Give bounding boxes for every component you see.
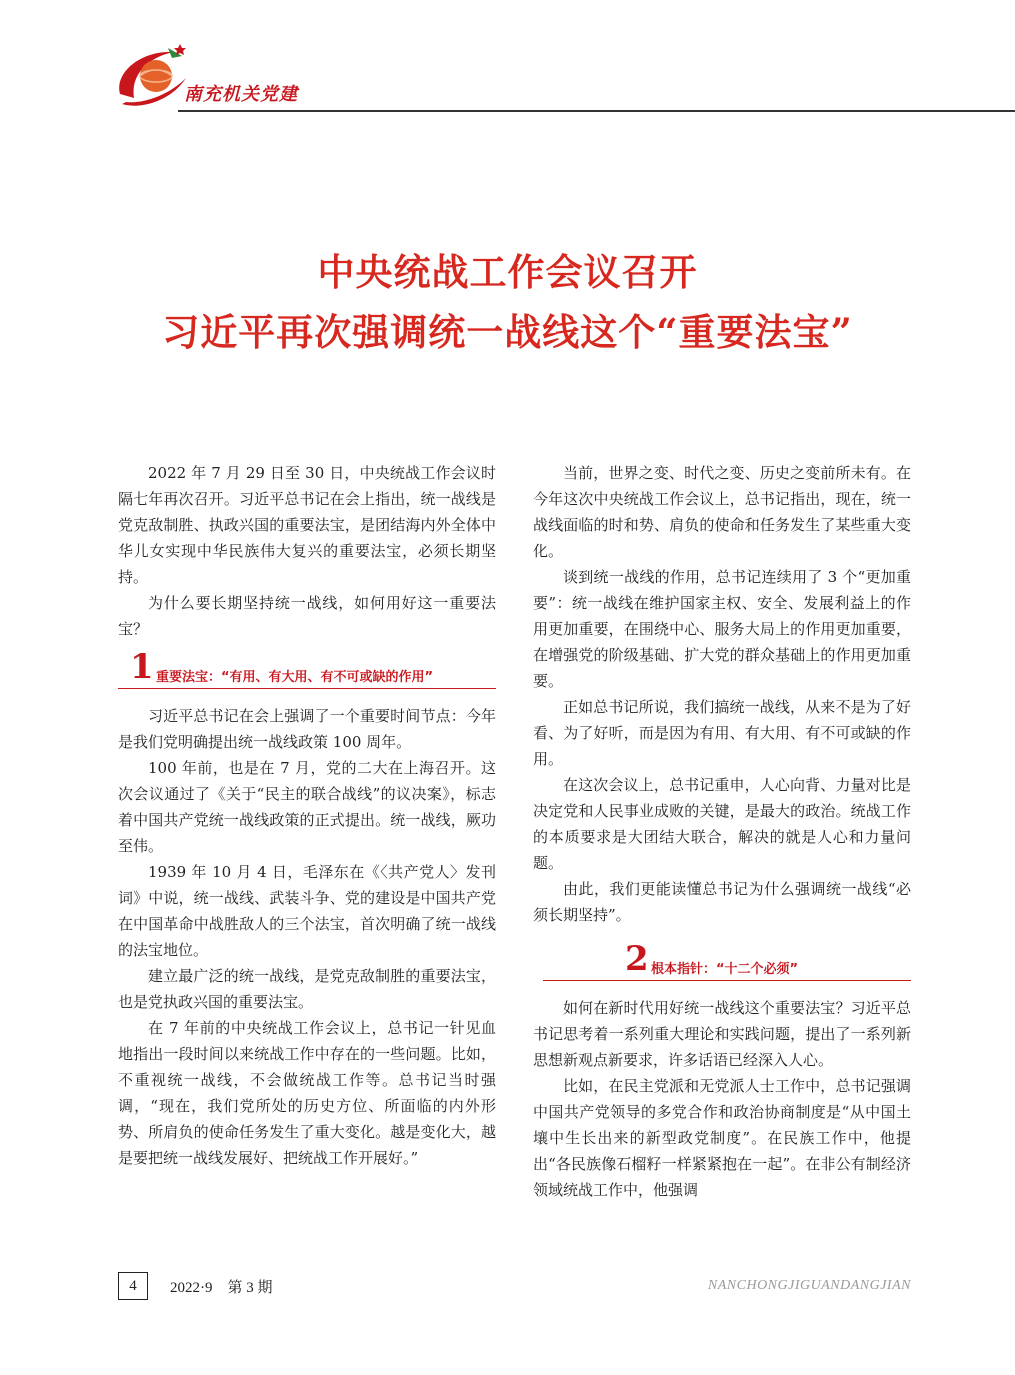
section-title: 根本指针：“十二个必须” [651, 962, 799, 977]
brand-name: 南充机关党建 [184, 84, 298, 105]
paragraph: 如何在新时代用好统一战线这个重要法宝？习近平总书记思考着一系列重大理论和实践问题，提出了一系列新思想新观点新要求，许多话语已经深入人心。 [533, 999, 911, 1069]
section-number: 1 [130, 647, 154, 687]
paragraph: 正如总书记所说，我们搞统一战线，从来不是为了好看、为了好听，而是因为有用、有大用、有不可或缺的作用。 [533, 698, 911, 768]
page-header [0, 0, 1015, 120]
paragraph: 由此，我们更能读懂总书记为什么强调统一战线“必须长期坚持”。 [533, 880, 911, 924]
paragraph: 建立最广泛的统一战线，是党克敌制胜的重要法宝，也是党执政兴国的重要法宝。 [118, 967, 496, 1011]
paragraph: 比如，在民主党派和无党派人士工作中，总书记强调中国共产党领导的多党合作和政治协商制度是“从中国土壤中生长出来的新型政党制度”。在民族工作中，他提出“各民族像石榴籽一样紧紧抱在一起”。在非公有制经济领域统战工作中，他强调 [533, 1077, 911, 1199]
paragraph: 在 7 年前的中央统战工作会议上，总书记一针见血地指出一段时间以来统战工作中存在的一些问题。比如，不重视统一战线，不会做统战工作等。总书记当时强调，“现在，我们党所处的历史方位、所面临的内外形势、所肩负的使命任务发生了重大变化。越是变化大，越是要把统一战线发展好、把统战工作开展好。” [118, 1019, 496, 1167]
paragraph: 习近平总书记在会上强调了一个重要时间节点：今年是我们党明确提出统一战线政策 100 周年。 [118, 707, 496, 751]
right-column [533, 460, 911, 1203]
issue-label: 2022·9 第 3 期 [170, 1280, 273, 1296]
paragraph: 当前，世界之变、时代之变、历史之变前所未有。在今年这次中央统战工作会议上，总书记指出，现在，统一战线面临的时和势、肩负的使命和任务发生了某些重大变化。 [533, 464, 911, 560]
section-heading-2 [543, 939, 911, 981]
paragraph: 2022 年 7 月 29 日至 30 日，中央统战工作会议时隔七年再次召开。习近平总书记在会上指出，统一战线是党克敌制胜、执政兴国的重要法宝，是团结海内外全体中华儿女实现中华民族伟大复兴的重要法宝，必须长期坚持。 [118, 464, 496, 586]
paragraph: 谈到统一战线的作用，总书记连续用了 3 个“更加重要”：统一战线在维护国家主权、安全、发展利益上的作用更加重要，在围绕中心、服务大局上的作用更加重要，在增强党的阶级基础、扩大党的群众基础上的作用更加重要。 [533, 568, 911, 690]
paragraph: 100 年前，也是在 7 月，党的二大在上海召开。这次会议通过了《关于“民主的联合战线”的议决案》，标志着中国共产党统一战线政策的正式提出。统一战线，厥功至伟。 [118, 759, 496, 855]
party-logo-icon [112, 42, 192, 110]
footer-brand: NANCHONGJIGUANDANGJIAN [707, 1278, 911, 1293]
page-footer [0, 1270, 1015, 1310]
paragraph: 为什么要长期坚持统一战线，如何用好这一重要法宝？ [118, 594, 496, 638]
paragraph: 在这次会议上，总书记重申，人心向背、力量对比是决定党和人民事业成败的关键，是最大的政治。统战工作的本质要求是大团结大联合，解决的就是人心和力量问题。 [533, 776, 911, 872]
title-line-1: 中央统战工作会议召开 [317, 250, 698, 294]
section-heading-1 [118, 647, 496, 689]
article-title [0, 242, 1015, 362]
section-number: 2 [625, 939, 649, 979]
left-column [118, 460, 496, 1171]
section-title: 重要法宝：“有用、有大用、有不可或缺的作用” [156, 670, 434, 685]
paragraph: 1939 年 10 月 4 日，毛泽东在《〈共产党人〉发刊词》中说，统一战线、武装斗争、党的建设是中国共产党在中国革命中战胜敌人的三个法宝，首次明确了统一战线的法宝地位。 [118, 863, 496, 959]
title-line-2: 习近平再次强调统一战线这个“重要法宝” [162, 310, 853, 354]
header-divider [178, 110, 1015, 112]
page-number: 4 [118, 1272, 148, 1300]
